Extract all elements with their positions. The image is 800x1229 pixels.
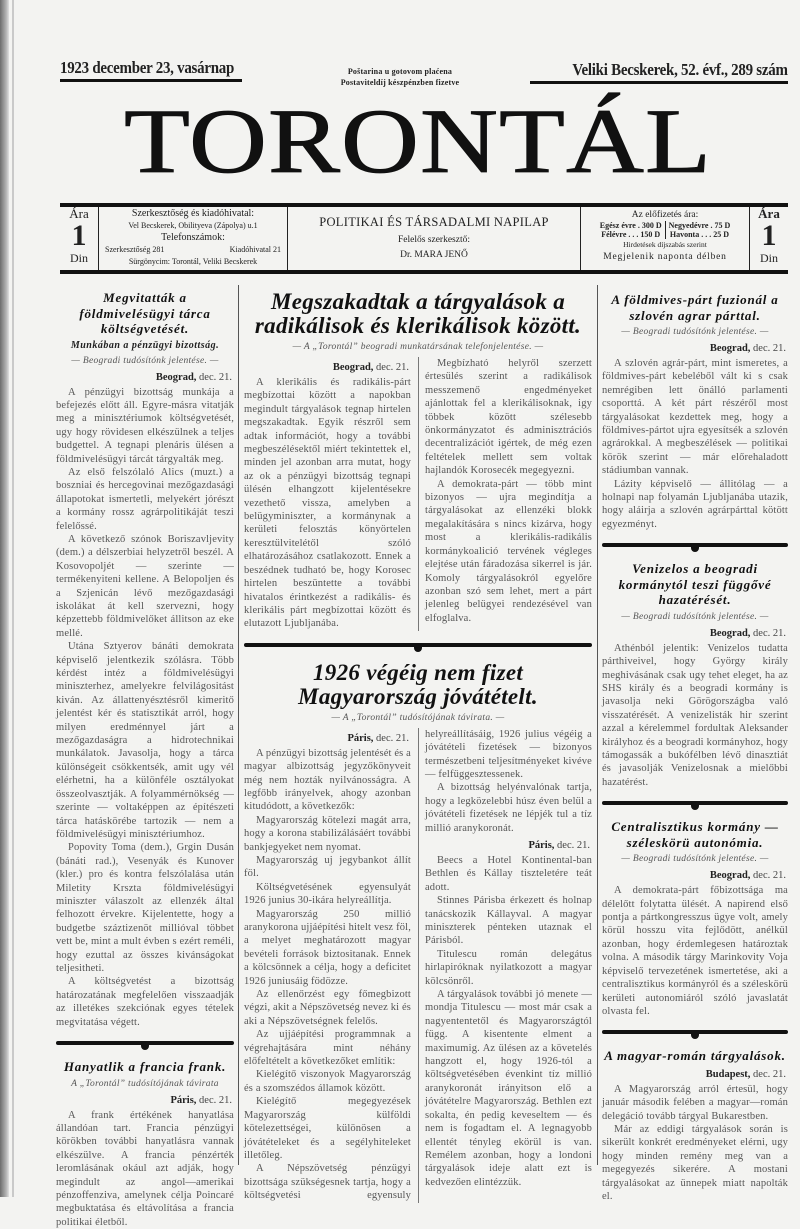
- subscription-title: Az előfizetés ára:: [581, 209, 749, 221]
- paragraph: Magyarország uj jegybankot állít föl.: [244, 854, 411, 881]
- column-rule: [597, 285, 598, 1165]
- price-label: Ára: [750, 207, 788, 221]
- dateline: [602, 627, 786, 640]
- price-unit: Din: [750, 251, 788, 266]
- price-value: 1: [60, 221, 98, 251]
- editor-label: Felelős szerkesztő:: [288, 235, 580, 245]
- dateline-date: dec. 21.: [557, 840, 590, 851]
- paragraph: A klerikális és radikális-párt megbízottai között a napokban megindult tárgyalások tegnap hirtelen megszakadtak. Egyik részről sem adtak információt, hogy a további megbeszélésektől miért tekintettek el, minden jel azonban arra mutat, hogy az ok a pénzügyi bizottság tegnapi ülésén elhangzott kijelentésekre vezethető vissza, amelyben a belügyminiszter, a kormánynak a kerületi felosztás könyörtelen keresztülvitelétől szóló elhatározásához csatlakozott. Ennek a beszédnek tudható be, hogy Korosec hirtelen beszüntette a további hivatalos érintkezést a radikális- és klerikális párt megbízottai között és elutazott Ljubljanába.: [244, 376, 411, 631]
- paragraph: Stinnes Párisba érkezett és holnap tanácskozik Kállayval. A magyar miniszterek pénteken utaznak el Párisból.: [425, 894, 592, 948]
- paragraph: Lázity képviselő — állitólag — a holnapi nap folyamán Ljubljanába utazik, hogy aláirja a szlovén agrárpárttal kötött egyezményt.: [602, 478, 788, 532]
- sub-year: Egész évre . 300 D: [597, 221, 665, 230]
- byline: — Beogradi tudósítónk jelentése. —: [56, 355, 234, 367]
- article-autonomy: [602, 789, 788, 1018]
- dateline-place: Beograd,: [710, 628, 751, 639]
- byline: — A „Torontál” beogradi munkatársának telefonjelentése. —: [244, 341, 592, 353]
- ornamental-divider: [602, 1028, 788, 1036]
- paragraph: Már az eddigi tárgyalások során is sikerült konkrét eredményeket elérni, ugy hogy minden remény meg van a megegyezés sikerére. A mostani tárgyalásokat az ünnepek miatt napolták el.: [602, 1123, 788, 1203]
- dateline: [56, 1094, 232, 1107]
- paragraph: Magyarország kötelezi magát arra, hogy a korona stabilizálásáért további bankjegyeket nem nyomat.: [244, 814, 411, 854]
- paragraph: Magyarország 250 millió aranykorona ujjáépítési hitelt vesz föl, a melyet meghatározott magyar bevételi források biztositanak. Ennek a kölcsönnek a célja, hogy a deficitet 1926 juniusáig födözze.: [244, 908, 411, 988]
- headline: A földmives-párt fuzionál a szlovén agrar párttal.: [602, 292, 788, 323]
- postage-line-1: Poštarina u gotovom plaćena: [320, 66, 480, 77]
- postage-line-2: Postaviteldíj készpénzben fizetve: [320, 77, 480, 88]
- sub-half: Félévre . . . 150 D: [597, 230, 665, 239]
- article-franc: [56, 1029, 234, 1229]
- paragraph: A Magyarország arról értesül, hogy január második felében a magyar—román delegáció tovább tárgyal Bukarestben.: [602, 1083, 788, 1123]
- dateline: [602, 342, 786, 355]
- phone-office: Kiadóhivatal 21: [230, 244, 281, 256]
- price-label: Ára: [60, 207, 98, 221]
- headline: Centralisztikus kormány — széleskörü autonómia.: [602, 819, 788, 850]
- paragraph: Titulescu román delegátus hirlapiróknak nyilatkozott a magyar kölcsönről.: [425, 948, 592, 988]
- headline: 1926 végéig nem fizet Magyarország jóvátételt.: [244, 661, 592, 709]
- ads-note: Hirdetések díjszabás szerint: [581, 239, 749, 251]
- byline: — Beogradi tudósítónk jelentése. —: [602, 611, 788, 623]
- byline: — Beogradi tudósítónk jelentése. —: [602, 326, 788, 338]
- paragraph: Beecs a Hotel Kontinental-ban Bethlen és Kállay tiszteletére teát adott.: [425, 854, 592, 894]
- subscription-prices: [597, 221, 733, 239]
- paragraph: Az első felszólaló Alics (muzt.) a boszniai és hercegovinai mezőgazdasági állapotokat ismertetli, melyekért jórészt a kormány rossz agrárpolitikáját teszi felelőssé.: [56, 466, 234, 533]
- postage-note: [320, 66, 480, 88]
- sub-quarter: Negyedévre . 75 D: [665, 221, 733, 230]
- phone-editorial: Szerkesztőség 281: [105, 244, 164, 256]
- headline: Megvitatták a földmivelésügyi tárca költségvetését.: [56, 290, 234, 337]
- dateline: [244, 361, 409, 374]
- dateline-place: Páris,: [170, 1095, 196, 1106]
- column-middle: [244, 290, 592, 1203]
- ornamental-divider: [244, 641, 592, 649]
- dateline-date: dec. 21.: [753, 628, 786, 639]
- paragraph: Kielégítő viszonyok Magyarország és a szomszédos államok között.: [244, 1068, 411, 1095]
- rule: [60, 79, 242, 82]
- subscription-info: [581, 207, 750, 270]
- price-right: [750, 207, 788, 270]
- paragraph: A bizottság helyénvalónak tartja, hogy a legközelebbi húsz éven belül a jóvátételi fizetések ne lépjék tul a tíz millió aranykoronát.: [425, 781, 592, 835]
- headline: Hanyatlik a francia frank.: [56, 1059, 234, 1075]
- byline: — A „Torontál” tudósítójának távirata. —: [244, 712, 592, 724]
- dateline: [56, 371, 232, 384]
- paragraph: Az ellenőrzést egy főmegbizott végzi, akit a Népszövetség nevez ki és aki a Népszövetségnek felelős.: [244, 988, 411, 1028]
- masthead-info-bar: [60, 203, 788, 274]
- subheadline: Munkában a pénzügyi bizottság.: [56, 339, 234, 352]
- price-unit: Din: [60, 251, 98, 266]
- paragraph: A tárgyalások további jó menete — mondja Titulescu — most már csak a nagyententetől és Magyarországtól függ. A kisentente elment a maximumig. Az ülésen az a követelés hangzott el, hogy 1926-tól a költségvetésében évenkint tíz millió aranykoronát irányitson elő a jóvátételre Magyarország. Bethlen ezt sokalta, én pedig keveseltem — és nem is fogadtam el. A legnagyobb ellentét tényleg ekörül is van. Remélem azonban, hogy a londoni tárgyalások ideje alatt ezt is kedvezően elintézzük.: [425, 988, 592, 1189]
- paragraph: Athénból jelentik: Venizelos tudatta párthiveivel, hogy György király meghivásának csak ugy tehet eleget, ha az SHS király és a beogradi kormány is javasolja neki Görögországba való visszatérését. A venizelisták hir szerint azzal a kérelemmel fordultak Aleksander királyhoz és a beogradi kormányhoz, hogy támogassák a bukófélben lévő dinasztiát és javasolják Venizelosnak a mielőbbi hazatérést.: [602, 642, 788, 789]
- editorial-info: [99, 207, 288, 270]
- paragraph: A frank értékének hanyatlása állandóan tart. Francia pénzügyi körökben további hanyatlásra vannak elkészülve. A francia pénzérték leromlásának okául azt adják, hogy megindult az angol—amerikai pénzoffenziva, amelynek célja Poincaré megbuktatása és eltávolítása a francia politikai életből.: [56, 1109, 234, 1229]
- article-negotiations: [244, 290, 592, 631]
- sub-month: Havonta . . . 25 D: [665, 230, 733, 239]
- dateline: [602, 1068, 786, 1081]
- dateline-date: dec. 21.: [376, 362, 409, 373]
- editor-name: Dr. MARA JENŐ: [288, 250, 580, 260]
- headline: A magyar-román tárgyalások.: [602, 1048, 788, 1064]
- byline: A „Torontál” tudósítójának távirata: [56, 1078, 234, 1090]
- paragraph: A következő szónok Boriszavljevity (dem.) a délszerbiai helyzetről beszél. A Kosovopoljét — szerinte — termékenyiteni kellene. A Belopoljen és a Szjenicán lévő mezőgazdasági iskolákat át kell szervezni, hogy képzettebb földmivelőket állitson az eke mellé.: [56, 533, 234, 640]
- article-body-columns: [244, 357, 592, 631]
- article-body-columns: [244, 728, 592, 1203]
- paragraph: Kielégítő megegyezések Magyarország külföldi kötelezettségei, különösen a jóvátételeket és a segélyhiteleket illetőleg.: [244, 1095, 411, 1162]
- paragraph: A pénzügyi bizottság jelentését és a magyar albizottság jegyzőkönyveit még nem hozták nyilvánosságra. A legfőbb irányelvek, ahogy azonban kitudódott, a következők:: [244, 747, 411, 814]
- column-rule: [238, 285, 239, 1165]
- phones-title: Telefonszámok:: [99, 232, 287, 244]
- tagline-block: [288, 207, 581, 270]
- paragraph: A pénzügyi bizottság munkája a befejezés előtt áll. Egyre-másra vitatják meg a minisztériumok költségvetését, ugy hogy rövidesen elkészülnek a teljes budgettel. A tegnapi plenáris ülésen a földmivelésügyi tárcát tárgyalták meg.: [56, 386, 234, 466]
- issue-date: 1923 december 23, vasárnap: [60, 58, 234, 78]
- scan-edge: [0, 0, 9, 1197]
- dateline-place: Beograd,: [710, 343, 751, 354]
- dateline-date: dec. 21.: [753, 343, 786, 354]
- daily-note: Megjelenik naponta délben: [581, 251, 749, 263]
- paragraph: A költségvetést a bizottság határozatának megfelelően visszaadják az illetékes szekciónak egyes tételek megvitatása végett.: [56, 975, 234, 1029]
- article-farmers-party: [602, 292, 788, 531]
- headline: Venizelos a beogradi kormánytól teszi függővé hazatérését.: [602, 561, 788, 608]
- paragraph: A demokrata-párt főbizottsága ma délelőtt folytatta ülését. A napirend első pontja a pártkongresszus ügye volt, amely körül hosszu vita fejlődött, anélkül azonban, hogy érdemlegesen határoztak volna. A második tárgy Marinkovity Voja képviselő tervezetének ismertetése, aki a centralisztikus kormányról és a széleskörü kerületi autonomiáról szóló javaslatát olvasta fel.: [602, 884, 788, 1018]
- column-right: [602, 292, 788, 1203]
- dateline: [425, 839, 590, 852]
- article-agri-budget: [56, 290, 234, 1029]
- dateline-place: Beograd,: [333, 362, 374, 373]
- dateline-date: dec. 21.: [753, 870, 786, 881]
- paragraph: Költségvetésének egyensulyát 1926 junius 30-ikára helyreállítja.: [244, 881, 411, 908]
- ornamental-divider: [602, 541, 788, 549]
- article-venizelos: [602, 531, 788, 789]
- dateline-place: Páris,: [528, 840, 554, 851]
- dateline-date: dec. 21.: [199, 372, 232, 383]
- paragraph: A szlovén agrár-párt, mint ismeretes, a földmives-párt kebeléből vált ki s csak nemrégiben lett önálló parlamenti csoporttá. A két párt részéről most tárgyalásokat kezdettek meg, hogy a földmives-pártot ujra egyesítsék a szlovén agrárokkal. A megbeszélések — politikai körök szerint — már előrehaladott stádiumban vannak.: [602, 357, 788, 478]
- masthead-title: TORONTÁL: [78, 96, 758, 188]
- scan-edge-line: [12, 0, 14, 1197]
- article-hu-ro: [602, 1018, 788, 1203]
- issue-number: Veliki Becskerek, 52. évf., 289 szám: [573, 60, 788, 80]
- dateline-place: Páris,: [347, 733, 373, 744]
- headline: Megszakadtak a tárgyalások a radikálisok és klerikálisok között.: [244, 290, 592, 338]
- editorial-title: Szerkesztőség és kiadóhivatal:: [99, 208, 287, 220]
- paragraph: A Népszövetség pénzügyi bizottsága szükségesnek tartja, hogy a költségvetési egyensuly helyreállításáig, 1926 julius végéig a jóvátételi fizetések — bizonyos természetbeni teljesítményeket kivéve — felfüggesztessenek.: [244, 728, 592, 1203]
- column-left: [56, 290, 234, 1229]
- price-value: 1: [750, 221, 788, 251]
- dateline: [244, 732, 409, 745]
- price-left: [60, 207, 99, 270]
- dateline-place: Budapest,: [706, 1069, 751, 1080]
- dateline-date: dec. 21.: [199, 1095, 232, 1106]
- paragraph: A demokrata-párt — több mint bizonyos — ujra megindítja a tárgyalásokat az ellenzéki blokk megalakítására s nincs kizárva, hogy most a klerikális-radikális kormánykoalició tervének végleges elejtése után fáradozása sikerrel is jár. Komoly tárgyalásokról egyelőre azonban szó sem lehet, mert a párt jelenleg belügyei rendezésével van elfoglalva.: [425, 478, 592, 625]
- tagline: POLITIKAI ÉS TÁRSADALMI NAPILAP: [288, 215, 580, 230]
- rule: [530, 81, 788, 84]
- telegram-address: Sürgönycim: Torontál, Veliki Becskerek: [99, 256, 287, 268]
- ornamental-divider: [602, 799, 788, 807]
- dateline-place: Beograd,: [710, 870, 751, 881]
- paragraph: Utána Sztyerov bánáti demokrata képviselő jelentkezik szólásra. Több kérdést intéz a földmivelésügyi miniszterhez, amelyekre felvilágositást kiván. Az állattenyésztésről kimeritő jelentést kér és statisztikát arról, hogy milyen eredménnyel járt a mezőgazdaságra a hidrotechnikai munkálatok. Javasolja, hogy a tárca különségeit csökkentsék, amit ugy vél elérhetni, ha a különféle osztályokat összeolvasztják. A folyammérnökség — szerinte — voltaképpen az építészeti tárca hatáskörébe tartozik — nem a földmivelésügyi minisztériumhoz.: [56, 640, 234, 841]
- editorial-address: Vel Becskerek, Obilityeva (Zápolya) u.1: [99, 220, 287, 232]
- paragraph: Popovity Toma (dem.), Grgin Dusán (bánáti rad.), Vesenyák és Kunover (kler.) pro és kontra felszólalása után Miletity Krszta földmivelésügyi miniszter válaszolt az ellenzék által felhozott érvekre. Kijelentette, hogy a budgetbe száztizenöt millióval többet vett be, mint a mult évben s ezért reméli, hogy ezuttal az összes kivánságokat teljesitheti.: [56, 841, 234, 975]
- paragraph: Megbízható helyről szerzett értesülés szerint a radikálisok messzemenő engedményeket ajánlottak fel a klerikálisoknak, igy többek között szélesebb önkormányzatot és adminisztrációs decentralizációt igértek, de még ezen feltételek mellett sem voltak hajlandók Korosecék megegyezni.: [425, 357, 592, 478]
- paragraph: Az ujjáépítési programmnak a végrehajtására mint néhány előfeltételt a következőket említik:: [244, 1028, 411, 1068]
- dateline: [602, 869, 786, 882]
- article-reparations: [244, 631, 592, 1203]
- ornamental-divider: [56, 1039, 234, 1047]
- dateline-place: Beograd,: [156, 372, 197, 383]
- byline: — Beogradi tudósítónk jelentése. —: [602, 853, 788, 865]
- dateline-date: dec. 21.: [376, 733, 409, 744]
- dateline-date: dec. 21.: [753, 1069, 786, 1080]
